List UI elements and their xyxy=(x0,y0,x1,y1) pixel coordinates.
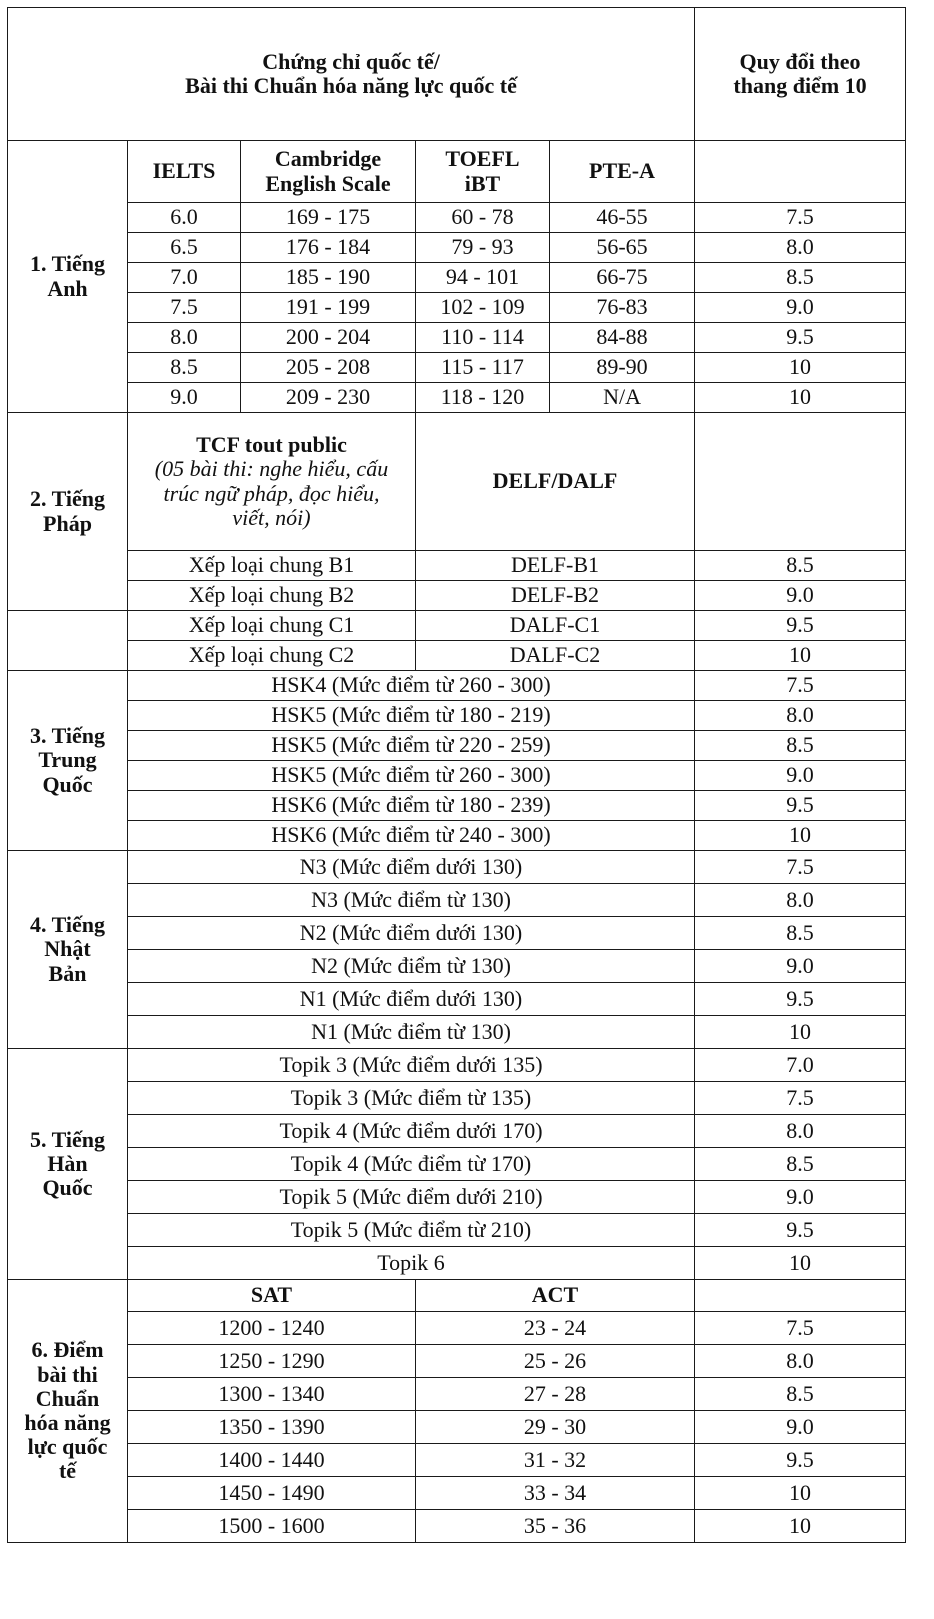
cert-cell: N2 (Mức điểm từ 130) xyxy=(128,950,695,983)
table-row xyxy=(8,1444,906,1477)
section-label-line: 5. Tiếng xyxy=(30,1126,105,1152)
pte-cell: N/A xyxy=(550,383,695,413)
score-cell: 10 xyxy=(695,353,906,383)
table-row xyxy=(8,263,906,293)
score-cell: 9.0 xyxy=(695,293,906,323)
cambridge-cell: 169 - 175 xyxy=(241,203,416,233)
score-cell: 8.5 xyxy=(695,551,906,581)
french-columns-row xyxy=(8,413,906,551)
table-row xyxy=(8,641,906,671)
table-row xyxy=(8,1181,906,1214)
pte-cell: 66-75 xyxy=(550,263,695,293)
col-sat: SAT xyxy=(128,1280,416,1312)
col-tcf-note-line1: (05 bài thi: nghe hiểu, cấu xyxy=(154,456,389,482)
score-cell: 9.5 xyxy=(695,1214,906,1247)
col-score-empty xyxy=(695,1280,906,1312)
table-row xyxy=(8,761,906,791)
table-row xyxy=(8,884,906,917)
delf-cell: DELF-B1 xyxy=(416,551,695,581)
header-score-line1: Quy đổi theo xyxy=(739,48,861,74)
conversion-table xyxy=(7,7,906,1543)
cert-cell: Topik 6 xyxy=(128,1247,695,1280)
cert-cell: Topik 4 (Mức điểm dưới 170) xyxy=(128,1115,695,1148)
cambridge-cell: 191 - 199 xyxy=(241,293,416,323)
table-row xyxy=(8,1148,906,1181)
sat-cell: 1350 - 1390 xyxy=(128,1411,416,1444)
col-score-empty xyxy=(695,141,906,203)
act-cell: 23 - 24 xyxy=(416,1312,695,1345)
score-cell: 7.5 xyxy=(695,1312,906,1345)
col-delf: DELF/DALF xyxy=(416,413,695,551)
table-row xyxy=(8,791,906,821)
cambridge-cell: 205 - 208 xyxy=(241,353,416,383)
cambridge-cell: 176 - 184 xyxy=(241,233,416,263)
section-label-line: Chuẩn xyxy=(35,1385,100,1411)
score-cell: 7.5 xyxy=(695,851,906,884)
table-row xyxy=(8,1345,906,1378)
toefl-cell: 94 - 101 xyxy=(416,263,550,293)
toefl-cell: 118 - 120 xyxy=(416,383,550,413)
table-row xyxy=(8,1510,906,1543)
score-cell: 9.5 xyxy=(695,791,906,821)
score-cell: 10 xyxy=(695,641,906,671)
col-act: ACT xyxy=(416,1280,695,1312)
ielts-cell: 8.5 xyxy=(128,353,241,383)
score-cell: 8.0 xyxy=(695,701,906,731)
act-cell: 33 - 34 xyxy=(416,1477,695,1510)
score-cell: 10 xyxy=(695,1247,906,1280)
score-cell: 9.0 xyxy=(695,950,906,983)
section-label-line: 6. Điểm xyxy=(31,1337,104,1363)
table-row xyxy=(8,353,906,383)
section-label-line: Trung xyxy=(38,747,97,773)
col-tcf-note-line3: viết, nói) xyxy=(232,504,311,530)
score-cell: 10 xyxy=(695,1510,906,1543)
cambridge-cell: 209 - 230 xyxy=(241,383,416,413)
table-row xyxy=(8,950,906,983)
cert-cell: HSK4 (Mức điểm từ 260 - 300) xyxy=(128,671,695,701)
toefl-cell: 110 - 114 xyxy=(416,323,550,353)
tcf-cell: Xếp loại chung C2 xyxy=(128,641,416,671)
section-label-line: 3. Tiếng xyxy=(30,723,105,749)
header-title-line2: Bài thi Chuẩn hóa năng lực quốc tế xyxy=(185,73,517,98)
score-cell: 9.0 xyxy=(695,1411,906,1444)
score-cell: 8.0 xyxy=(695,1115,906,1148)
toefl-cell: 60 - 78 xyxy=(416,203,550,233)
ielts-cell: 7.5 xyxy=(128,293,241,323)
pte-cell: 84-88 xyxy=(550,323,695,353)
sat-cell: 1450 - 1490 xyxy=(128,1477,416,1510)
cert-cell: N1 (Mức điểm dưới 130) xyxy=(128,983,695,1016)
score-cell: 8.5 xyxy=(695,731,906,761)
score-cell: 8.0 xyxy=(695,233,906,263)
ielts-cell: 9.0 xyxy=(128,383,241,413)
section-label-english xyxy=(8,141,128,413)
table-row xyxy=(8,1082,906,1115)
table-row xyxy=(8,917,906,950)
toefl-cell: 115 - 117 xyxy=(416,353,550,383)
sat-cell: 1300 - 1340 xyxy=(128,1378,416,1411)
table-row xyxy=(8,1477,906,1510)
header-score-line2: thang điểm 10 xyxy=(733,73,867,98)
act-cell: 29 - 30 xyxy=(416,1411,695,1444)
col-toefl-line2: iBT xyxy=(464,170,501,196)
cert-cell: N2 (Mức điểm dưới 130) xyxy=(128,917,695,950)
section-label-line: lực quốc xyxy=(27,1434,108,1460)
table-row xyxy=(8,551,906,581)
cert-cell: HSK6 (Mức điểm từ 180 - 239) xyxy=(128,791,695,821)
section-label-line: Anh xyxy=(47,275,88,301)
pte-cell: 76-83 xyxy=(550,293,695,323)
score-cell: 10 xyxy=(695,821,906,851)
act-cell: 25 - 26 xyxy=(416,1345,695,1378)
delf-cell: DELF-B2 xyxy=(416,581,695,611)
standardized-columns-row xyxy=(8,1280,906,1312)
section-label-line: Bản xyxy=(48,960,87,986)
english-columns-row xyxy=(8,141,906,203)
table-row xyxy=(8,851,906,884)
ielts-cell: 6.0 xyxy=(128,203,241,233)
table-row xyxy=(8,233,906,263)
score-cell: 7.5 xyxy=(695,671,906,701)
act-cell: 35 - 36 xyxy=(416,1510,695,1543)
col-tcf xyxy=(128,413,416,551)
col-score-empty xyxy=(695,413,906,551)
section-label-line: 1. Tiếng xyxy=(30,251,105,277)
score-cell: 9.5 xyxy=(695,611,906,641)
score-cell: 9.0 xyxy=(695,761,906,791)
table-row xyxy=(8,731,906,761)
table-row xyxy=(8,1214,906,1247)
table-row xyxy=(8,293,906,323)
table-row xyxy=(8,1049,906,1082)
ielts-cell: 8.0 xyxy=(128,323,241,353)
header-title xyxy=(8,8,695,141)
cert-cell: Topik 4 (Mức điểm từ 170) xyxy=(128,1148,695,1181)
section-label-french-cont xyxy=(8,611,128,671)
ielts-cell: 6.5 xyxy=(128,233,241,263)
score-cell: 10 xyxy=(695,1477,906,1510)
pte-cell: 56-65 xyxy=(550,233,695,263)
toefl-cell: 79 - 93 xyxy=(416,233,550,263)
score-cell: 7.5 xyxy=(695,203,906,233)
section-label-line: Hàn xyxy=(47,1150,88,1176)
section-label-japanese xyxy=(8,851,128,1049)
section-label-line: Quốc xyxy=(42,771,93,797)
score-cell: 8.5 xyxy=(695,917,906,950)
act-cell: 31 - 32 xyxy=(416,1444,695,1477)
cert-cell: N3 (Mức điểm dưới 130) xyxy=(128,851,695,884)
table-row xyxy=(8,671,906,701)
section-label-line: Pháp xyxy=(43,510,92,536)
table-row xyxy=(8,611,906,641)
section-label-line: 4. Tiếng xyxy=(30,912,105,938)
sat-cell: 1400 - 1440 xyxy=(128,1444,416,1477)
sat-cell: 1250 - 1290 xyxy=(128,1345,416,1378)
cert-cell: Topik 3 (Mức điểm dưới 135) xyxy=(128,1049,695,1082)
col-toefl-line1: TOEFL xyxy=(445,146,520,172)
tcf-cell: Xếp loại chung B1 xyxy=(128,551,416,581)
cert-cell: HSK5 (Mức điểm từ 260 - 300) xyxy=(128,761,695,791)
table-row xyxy=(8,1115,906,1148)
cert-cell: N3 (Mức điểm từ 130) xyxy=(128,884,695,917)
score-cell: 8.5 xyxy=(695,1378,906,1411)
table-row xyxy=(8,383,906,413)
section-label-line: Nhật xyxy=(44,936,91,962)
table-row xyxy=(8,323,906,353)
section-label-chinese xyxy=(8,671,128,851)
cert-cell: Topik 3 (Mức điểm từ 135) xyxy=(128,1082,695,1115)
score-cell: 9.0 xyxy=(695,581,906,611)
delf-cell: DALF-C2 xyxy=(416,641,695,671)
score-cell: 8.0 xyxy=(695,884,906,917)
section-label-line: 2. Tiếng xyxy=(30,486,105,512)
table-row xyxy=(8,1247,906,1280)
col-toefl xyxy=(416,141,550,203)
col-tcf-title: TCF tout public xyxy=(196,432,347,458)
score-cell: 7.5 xyxy=(695,1082,906,1115)
tcf-cell: Xếp loại chung C1 xyxy=(128,611,416,641)
score-cell: 8.0 xyxy=(695,1345,906,1378)
score-cell: 9.5 xyxy=(695,983,906,1016)
header-score xyxy=(695,8,906,141)
tcf-cell: Xếp loại chung B2 xyxy=(128,581,416,611)
score-cell: 9.5 xyxy=(695,1444,906,1477)
section-label-line: hóa năng xyxy=(24,1410,111,1435)
sat-cell: 1500 - 1600 xyxy=(128,1510,416,1543)
toefl-cell: 102 - 109 xyxy=(416,293,550,323)
section-label-korean xyxy=(8,1049,128,1280)
cambridge-cell: 185 - 190 xyxy=(241,263,416,293)
col-ielts: IELTS xyxy=(128,141,241,203)
cambridge-cell: 200 - 204 xyxy=(241,323,416,353)
table-row xyxy=(8,1312,906,1345)
cert-cell: Topik 5 (Mức điểm dưới 210) xyxy=(128,1181,695,1214)
table-row xyxy=(8,203,906,233)
table-row xyxy=(8,1411,906,1444)
sat-cell: 1200 - 1240 xyxy=(128,1312,416,1345)
cert-cell: HSK5 (Mức điểm từ 220 - 259) xyxy=(128,731,695,761)
col-tcf-note-line2: trúc ngữ pháp, đọc hiểu, xyxy=(163,480,380,506)
table-row xyxy=(8,821,906,851)
delf-cell: DALF-C1 xyxy=(416,611,695,641)
table-row xyxy=(8,1378,906,1411)
ielts-cell: 7.0 xyxy=(128,263,241,293)
table-row xyxy=(8,1016,906,1049)
table-header-row xyxy=(8,8,906,141)
section-label-line: tế xyxy=(58,1458,77,1484)
score-cell: 8.5 xyxy=(695,263,906,293)
section-label-french xyxy=(8,413,128,611)
act-cell: 27 - 28 xyxy=(416,1378,695,1411)
col-pte: PTE-A xyxy=(550,141,695,203)
pte-cell: 89-90 xyxy=(550,353,695,383)
table-row xyxy=(8,581,906,611)
score-cell: 9.5 xyxy=(695,323,906,353)
col-cambridge-line2: English Scale xyxy=(265,170,391,196)
section-label-standardized xyxy=(8,1280,128,1543)
score-cell: 7.0 xyxy=(695,1049,906,1082)
cert-cell: Topik 5 (Mức điểm từ 210) xyxy=(128,1214,695,1247)
score-cell: 10 xyxy=(695,1016,906,1049)
score-cell: 9.0 xyxy=(695,1181,906,1214)
section-label-line: bài thi xyxy=(37,1361,98,1387)
pte-cell: 46-55 xyxy=(550,203,695,233)
cert-cell: HSK6 (Mức điểm từ 240 - 300) xyxy=(128,821,695,851)
col-cambridge-line1: Cambridge xyxy=(274,146,382,172)
table-row xyxy=(8,983,906,1016)
section-label-line: Quốc xyxy=(42,1175,93,1201)
header-title-line1: Chứng chỉ quốc tế/ xyxy=(262,48,440,74)
score-cell: 8.5 xyxy=(695,1148,906,1181)
score-cell: 10 xyxy=(695,383,906,413)
col-cambridge xyxy=(241,141,416,203)
cert-cell: HSK5 (Mức điểm từ 180 - 219) xyxy=(128,701,695,731)
cert-cell: N1 (Mức điểm từ 130) xyxy=(128,1016,695,1049)
table-row xyxy=(8,701,906,731)
